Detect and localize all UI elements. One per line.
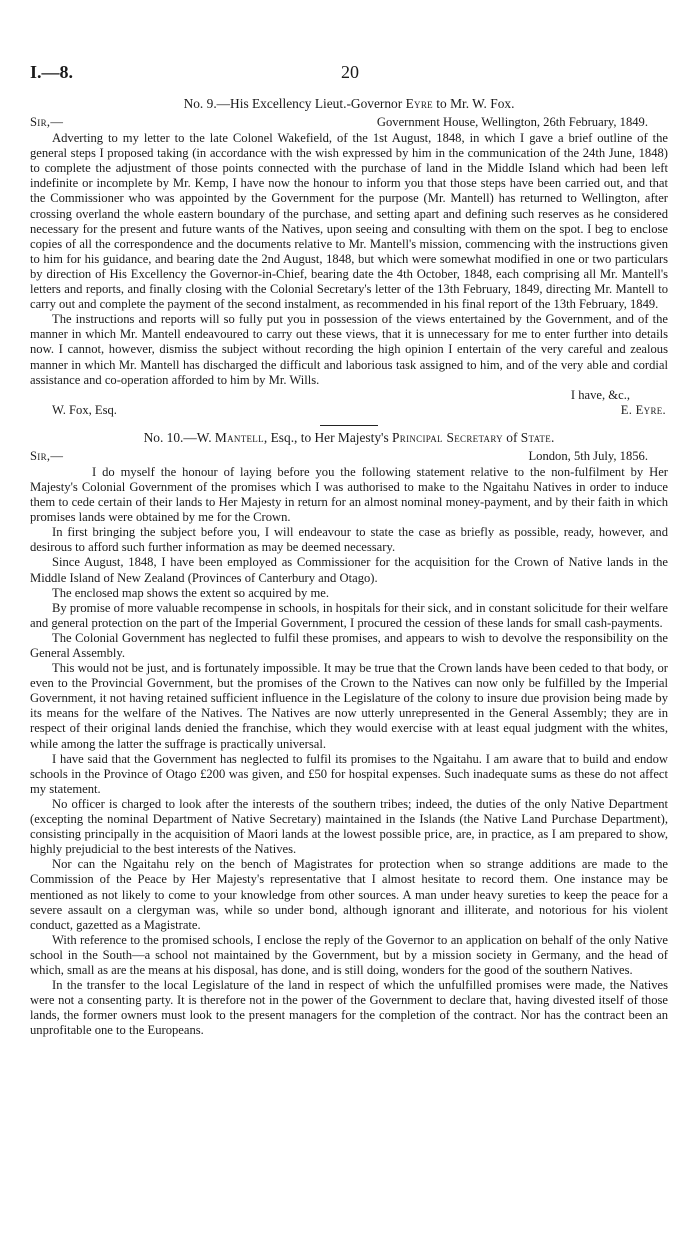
document-reference: I.—8. xyxy=(30,62,74,82)
paragraph: By promise of more valuable recompense in schools, in hospitals for their sick, and in constant solicitude for their welfare and general protection on the part of the Imperial Government, I procured the cession of these lands for small cash-payments. xyxy=(30,600,668,630)
letter-heading xyxy=(30,96,668,111)
running-head xyxy=(30,62,670,84)
paragraph: In the transfer to the local Legislature of the land in respect of which the unfulfilled promises were made, the Natives were not a consenting party. It is therefore not in the power of the Government to declare that, having divested itself of those lands, the former owners must look to the present managers for the completion of the contract. Nor has the contract been an unprofitable one to the Europeans. xyxy=(30,978,668,1038)
paragraph: Adverting to my letter to the late Colonel Wakefield, of the 1st August, 1848, in which I gave a brief outline of the general steps I proposed taking (in accordance with the wish expressed by him in the communication of the 24th June, 1848) to complete the adjustment of those points connected with the purchase of land in the Middle Island which had been left indefinite or incomplete by Mr. Kemp, I have now the honour to inform you that those steps have been carried out, and that the Commissioner who was appointed by the Government for the purpose (Mr. Mantell) has returned to Wellington, after crossing overland the whole eastern boundary of the purchase, and setting apart and defining such reserves as he considered necessary for the present and future wants of the Natives, upon seeing and consulting with them on the spot. I beg to enclose copies of all the correspondence and the documents relative to Mr. Mantell's mission, commencing with the instructions given to him for his guidance, and bearing date the 2nd August, 1848, but which were somewhat modified in one or two particulars by direction of His Excellency the Governor-in-Chief, bearing date the 4th October, 1848, each comprising all Mr. Mantell's letters and reports, and finally closing with the Colonial Secretary's letter of the 13th February, 1849, directing Mr. Mantell to carry out and complete the payment of the second instalment, as recommended in his final report of the 13th February, 1849. xyxy=(30,131,668,312)
signature-line xyxy=(30,403,668,419)
heading-text: . xyxy=(551,429,555,445)
paragraph: In first bringing the subject before you, I will endeavour to state the case as briefly as possible, ready, however, and desirous to afford such further information as may be deemed necessary. xyxy=(30,525,668,555)
letter-no-10 xyxy=(30,430,668,1039)
closing: I have, &c., xyxy=(570,387,630,402)
heading-text: No. 9.—His Excellency Lieut.-Governor xyxy=(183,96,406,111)
heading-name: Eyre xyxy=(405,96,433,111)
page-number: 20 xyxy=(341,62,359,82)
salutation: Sir,— xyxy=(30,448,64,463)
dateline: Government House, Wellington, 26th February, 1849. xyxy=(376,115,648,130)
paragraph: I do myself the honour of laying before you the following statement relative to the non-fulfilment by Her Majesty's Colonial Government of the promises which I was authorised to make to the Ngaitahu Natives in order to induce them to cede certain of their lands to Her Majesty in return for an almost nominal money-payment, and by their faith in which promises lands were obtained by me for the Crown. xyxy=(30,464,668,525)
paragraph: Nor can the Ngaitahu rely on the bench of Magistrates for protection when so strange additions are made to the Commission of the Peace by Her Majesty's representative that I almost hesitate to record them. One instance may be mentioned as not likely to come to your knowledge from other sources. A man under heavy sureties to keep the peace for a severe assault on a clergyman was, while so under bond, although ignorant and illiterate, and notorious for his violent conduct, gazetted as a Magistrate. xyxy=(30,857,668,932)
heading-text: of xyxy=(502,429,521,445)
salutation: Sir,— xyxy=(30,115,64,130)
paragraph: The instructions and reports will so fully put you in possession of the views entertained by the Government, and of the manner in which Mr. Mantell endeavoured to carry out these views, that it is unnecessary for me to enter further into details now. I cannot, however, dismiss the subject without recording the high opinion I entertain of the very careful and zealous manner in which Mr. Mantell has discharged the difficult and laborious task assigned to him, and of the very able and cordial assistance and co-operation afforded to him by Mr. Wills. xyxy=(30,312,668,387)
paragraph: The enclosed map shows the extent so acquired by me. xyxy=(52,585,329,600)
signer: E. Eyre. xyxy=(620,402,666,417)
paragraph: With reference to the promised schools, I enclose the reply of the Governor to an application on behalf of the only Native school in the South—a school not maintained by the Government, but by a mission society in Germany, and the head of which, small as are the means at his disposal, has done, and is still doing, wonders for the good of the southern Natives. xyxy=(30,932,668,977)
page-content xyxy=(30,96,668,1038)
letter-heading xyxy=(30,430,668,445)
letter-no-9 xyxy=(30,96,668,419)
paragraph: I have said that the Government has neglected to fulfil its promises to the Ngaitahu. I am aware that to build and endow schools in the Province of Otago £200 was given, and £50 for hospital expenses. Such inadequate sums as these do not affect my statement. xyxy=(30,751,668,796)
dateline: London, 5th July, 1856. xyxy=(528,448,648,463)
heading-text: No. 10.—W. xyxy=(143,429,215,445)
heading-office: Principal Secretary xyxy=(392,429,503,445)
heading-name: Mantell xyxy=(214,429,264,445)
addressee: W. Fox, Esq. xyxy=(52,402,117,417)
paragraph: The Colonial Government has neglected to fulfil these promises, and appears to wish to devolve the responsibility on the General Assembly. xyxy=(30,630,668,660)
section-divider xyxy=(320,425,378,426)
salutation-line xyxy=(30,115,668,131)
heading-text: , Esq., to Her Majesty's xyxy=(263,429,393,445)
paragraph: Since August, 1848, I have been employed as Commissioner for the acquisition for the Crown of Native lands in the Middle Island of New Zealand (Provinces of Canterbury and Otago). xyxy=(30,555,668,585)
heading-text: to Mr. W. Fox. xyxy=(432,96,515,111)
paragraph: This would not be just, and is fortunately impossible. It may be true that the Crown lands have been ceded to that body, or even to the Provincial Government, but the promises of the Crown to the Natives can now only be fulfilled by the Imperial Government, it not having retained sufficient influence in the Legislature of the colony to insure due provision being made by its means for the welfare of the Natives. The Natives are now utterly unrepresented in the General Assembly; they are in respect of their original lands denied the franchise, which they would exercise with at least equal judgment with the whites, while among the latter the suffrage is practically universal. xyxy=(30,661,668,751)
salutation-line xyxy=(30,449,668,465)
heading-office: State xyxy=(520,429,552,445)
paragraph: No officer is charged to look after the interests of the southern tribes; indeed, the duties of the only Native Department (excepting the nominal Department of Native Secretary) maintained in the Islands (the Native Land Purchase Department), consisting principally in the acquisition of Maori lands at the lowest possible price, are, in practice, as I am prepared to show, highly prejudicial to the best interests of the Natives. xyxy=(30,796,668,857)
